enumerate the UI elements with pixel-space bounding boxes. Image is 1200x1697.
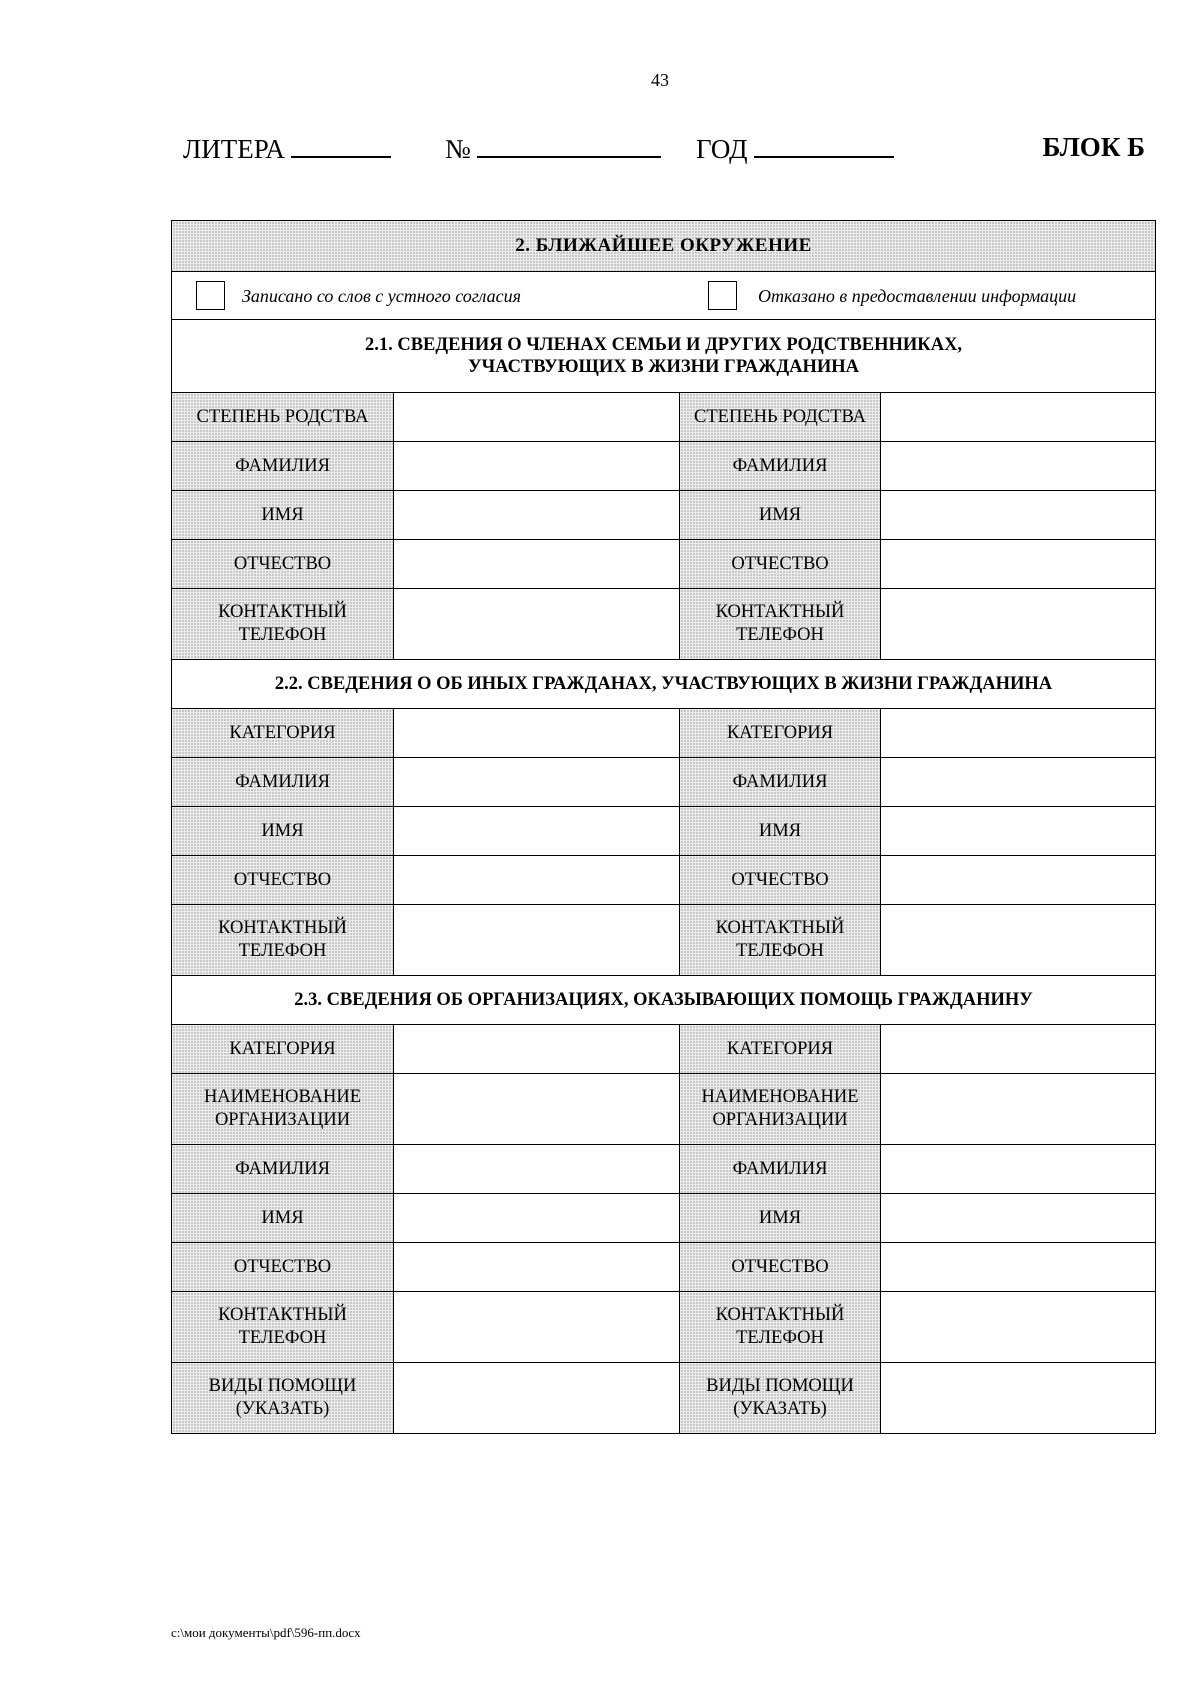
field-label-cell (680, 905, 881, 976)
field-label: ФАМИЛИЯ (235, 771, 330, 792)
field-value-cell[interactable] (394, 540, 680, 589)
field-label-cell (680, 807, 881, 856)
field-label: ТЕЛЕФОН (736, 941, 824, 961)
field-label: ОТЧЕСТВО (731, 869, 829, 890)
field-value-cell[interactable] (881, 1025, 1156, 1074)
field-label: ИМЯ (261, 1207, 304, 1228)
field-label: ОТЧЕСТВО (731, 1256, 829, 1277)
field-label-cell (680, 1292, 881, 1363)
field-label-cell (680, 491, 881, 540)
field-value-cell[interactable] (394, 1025, 680, 1074)
form-row (172, 758, 1156, 807)
field-label: КОНТАКТНЫЙ (715, 1305, 845, 1325)
block-label: БЛОК Б (1042, 132, 1145, 162)
field-label: КОНТАКТНЫЙ (715, 602, 845, 622)
field-label: ТЕЛЕФОН (736, 625, 824, 645)
section-2-1-title-line1: 2.1. СВЕДЕНИЯ О ЧЛЕНАХ СЕМЬИ И ДРУГИХ РОДСТВЕННИКАХ, (364, 335, 963, 355)
field-label-cell (680, 1074, 881, 1145)
form-row (172, 442, 1156, 491)
field-label-cell (680, 1243, 881, 1292)
field-label: ИМЯ (261, 504, 304, 525)
field-label-cell (172, 1292, 394, 1363)
field-value-cell[interactable] (394, 393, 680, 442)
section-2-1-rows (172, 393, 1156, 660)
field-value-cell[interactable] (881, 905, 1156, 976)
field-label-cell (172, 540, 394, 589)
field-label: КАТЕГОРИЯ (726, 722, 834, 743)
field-label-cell (172, 1243, 394, 1292)
oral-consent-checkbox[interactable] (196, 281, 225, 310)
litera-field (183, 132, 391, 165)
field-label: ИМЯ (261, 820, 304, 841)
field-value-cell[interactable] (394, 807, 680, 856)
field-label: ТЕЛЕФОН (736, 1328, 824, 1348)
form-row (172, 1292, 1156, 1363)
field-value-cell[interactable] (881, 1074, 1156, 1145)
section-2-3-rows (172, 1025, 1156, 1434)
form-row (172, 1025, 1156, 1074)
field-label-cell (172, 758, 394, 807)
field-label-cell (172, 1363, 394, 1434)
section-2-1-title-line2: УЧАСТВУЮЩИХ В ЖИЗНИ ГРАЖДАНИНА (468, 357, 860, 377)
field-label: СТЕПЕНЬ РОДСТВА (694, 406, 866, 427)
field-label: (УКАЗАТЬ) (235, 1399, 330, 1419)
field-value-cell[interactable] (394, 1145, 680, 1194)
field-label: ИМЯ (758, 504, 802, 525)
field-label: ФАМИЛИЯ (235, 1158, 330, 1179)
field-label: ТЕЛЕФОН (238, 625, 327, 645)
field-label: ФАМИЛИЯ (732, 1158, 828, 1179)
field-value-cell[interactable] (394, 758, 680, 807)
field-label: ФАМИЛИЯ (732, 771, 828, 792)
form-row (172, 905, 1156, 976)
field-label-cell (172, 589, 394, 660)
field-label: ИМЯ (758, 820, 802, 841)
field-label: СТЕПЕНЬ РОДСТВА (196, 406, 369, 427)
field-label-cell (680, 1363, 881, 1434)
field-value-cell[interactable] (394, 905, 680, 976)
year-input-line[interactable] (754, 132, 894, 158)
field-label: ОТЧЕСТВО (731, 553, 829, 574)
field-label-cell (172, 709, 394, 758)
field-label-cell (172, 442, 394, 491)
footer-file-path: c:\мои документы\pdf\596-пп.docx (171, 1625, 361, 1640)
litera-label: ЛИТЕРА (183, 134, 285, 164)
consent-row (172, 272, 1156, 320)
field-label-cell (680, 589, 881, 660)
field-value-cell[interactable] (881, 1145, 1156, 1194)
field-label: КОНТАКТНЫЙ (218, 918, 347, 938)
field-value-cell[interactable] (881, 1363, 1156, 1434)
field-label: НАИМЕНОВАНИЕ (203, 1087, 362, 1107)
field-value-cell[interactable] (881, 709, 1156, 758)
field-label: НАИМЕНОВАНИЕ (701, 1087, 859, 1107)
field-label-cell (680, 1145, 881, 1194)
section-2-1-title (172, 320, 1156, 393)
field-value-cell[interactable] (881, 393, 1156, 442)
year-field (696, 132, 894, 165)
number-field (445, 132, 661, 165)
field-label-cell (172, 393, 394, 442)
field-label: ТЕЛЕФОН (238, 941, 327, 961)
nearest-environment-table (171, 220, 1156, 1434)
field-label-cell (680, 709, 881, 758)
field-label-cell (680, 442, 881, 491)
field-label: ФАМИЛИЯ (235, 455, 330, 476)
field-value-cell[interactable] (394, 1292, 680, 1363)
field-label: ОТЧЕСТВО (233, 1256, 332, 1277)
field-label: ОРГАНИЗАЦИИ (214, 1110, 351, 1130)
field-value-cell[interactable] (881, 540, 1156, 589)
field-value-cell[interactable] (394, 1074, 680, 1145)
field-label: ОТЧЕСТВО (233, 869, 332, 890)
refused-checkbox[interactable] (708, 281, 737, 310)
section-2-2-title: 2.2. СВЕДЕНИЯ О ОБ ИНЫХ ГРАЖДАНАХ, УЧАСТВУЮЩИХ В ЖИЗНИ ГРАЖДАНИНА (172, 660, 1156, 709)
field-value-cell[interactable] (881, 491, 1156, 540)
field-value-cell[interactable] (881, 1292, 1156, 1363)
page-number: 43 (651, 70, 669, 90)
field-label-cell (172, 1145, 394, 1194)
number-input-line[interactable] (477, 132, 661, 158)
field-value-cell[interactable] (394, 856, 680, 905)
field-label-cell (172, 856, 394, 905)
field-label: ВИДЫ ПОМОЩИ (706, 1376, 854, 1396)
form-row (172, 393, 1156, 442)
field-label: ОТЧЕСТВО (233, 553, 332, 574)
section-2-3-title: 2.3. СВЕДЕНИЯ ОБ ОРГАНИЗАЦИЯХ, ОКАЗЫВАЮЩИХ ПОМОЩЬ ГРАЖДАНИНУ (172, 976, 1156, 1025)
field-value-cell[interactable] (881, 856, 1156, 905)
field-label-cell (680, 540, 881, 589)
section-2-2-rows (172, 709, 1156, 976)
field-value-cell[interactable] (881, 442, 1156, 491)
field-label: ФАМИЛИЯ (732, 455, 828, 476)
field-value-cell[interactable] (881, 1194, 1156, 1243)
field-label-cell (172, 1025, 394, 1074)
field-label-cell (172, 1074, 394, 1145)
field-label: (УКАЗАТЬ) (733, 1399, 827, 1419)
field-label: КОНТАКТНЫЙ (218, 1305, 347, 1325)
field-label: КОНТАКТНЫЙ (715, 918, 845, 938)
form-row (172, 1074, 1156, 1145)
field-value-cell[interactable] (881, 1243, 1156, 1292)
field-value-cell[interactable] (394, 491, 680, 540)
field-label-cell (172, 1194, 394, 1243)
number-label: № (445, 134, 471, 164)
field-label-cell (680, 856, 881, 905)
form-row (172, 589, 1156, 660)
field-label: КАТЕГОРИЯ (229, 722, 336, 743)
field-value-cell[interactable] (881, 589, 1156, 660)
refused-label: Отказано в предоставлении информации (758, 286, 1077, 306)
form-row (172, 491, 1156, 540)
field-value-cell[interactable] (881, 758, 1156, 807)
year-label: ГОД (696, 134, 748, 164)
field-label-cell (680, 1194, 881, 1243)
form-row (172, 1145, 1156, 1194)
field-label-cell (680, 393, 881, 442)
form-row (172, 709, 1156, 758)
field-label: ИМЯ (758, 1207, 802, 1228)
field-label: КАТЕГОРИЯ (229, 1038, 336, 1059)
form-header (183, 132, 1145, 166)
field-value-cell[interactable] (394, 589, 680, 660)
oral-consent-label: Записано со слов с устного согласия (242, 286, 521, 306)
field-label-cell (172, 807, 394, 856)
field-value-cell[interactable] (394, 1243, 680, 1292)
field-label-cell (172, 491, 394, 540)
field-label: ОРГАНИЗАЦИИ (712, 1110, 848, 1130)
form-row (172, 1363, 1156, 1434)
litera-input-line[interactable] (291, 132, 391, 158)
field-value-cell[interactable] (394, 442, 680, 491)
form-row (172, 1243, 1156, 1292)
form-title: 2. БЛИЖАЙШЕЕ ОКРУЖЕНИЕ (172, 221, 1156, 272)
field-value-cell[interactable] (394, 709, 680, 758)
field-label-cell (680, 1025, 881, 1074)
field-label-cell (680, 758, 881, 807)
form-row (172, 1194, 1156, 1243)
field-value-cell[interactable] (394, 1194, 680, 1243)
field-value-cell[interactable] (881, 807, 1156, 856)
field-label: КАТЕГОРИЯ (726, 1038, 834, 1059)
form-row (172, 856, 1156, 905)
field-label-cell (172, 905, 394, 976)
field-value-cell[interactable] (394, 1363, 680, 1434)
field-label: ВИДЫ ПОМОЩИ (208, 1376, 357, 1396)
form-row (172, 540, 1156, 589)
field-label: ТЕЛЕФОН (238, 1328, 327, 1348)
field-label: КОНТАКТНЫЙ (218, 602, 347, 622)
form-row (172, 807, 1156, 856)
